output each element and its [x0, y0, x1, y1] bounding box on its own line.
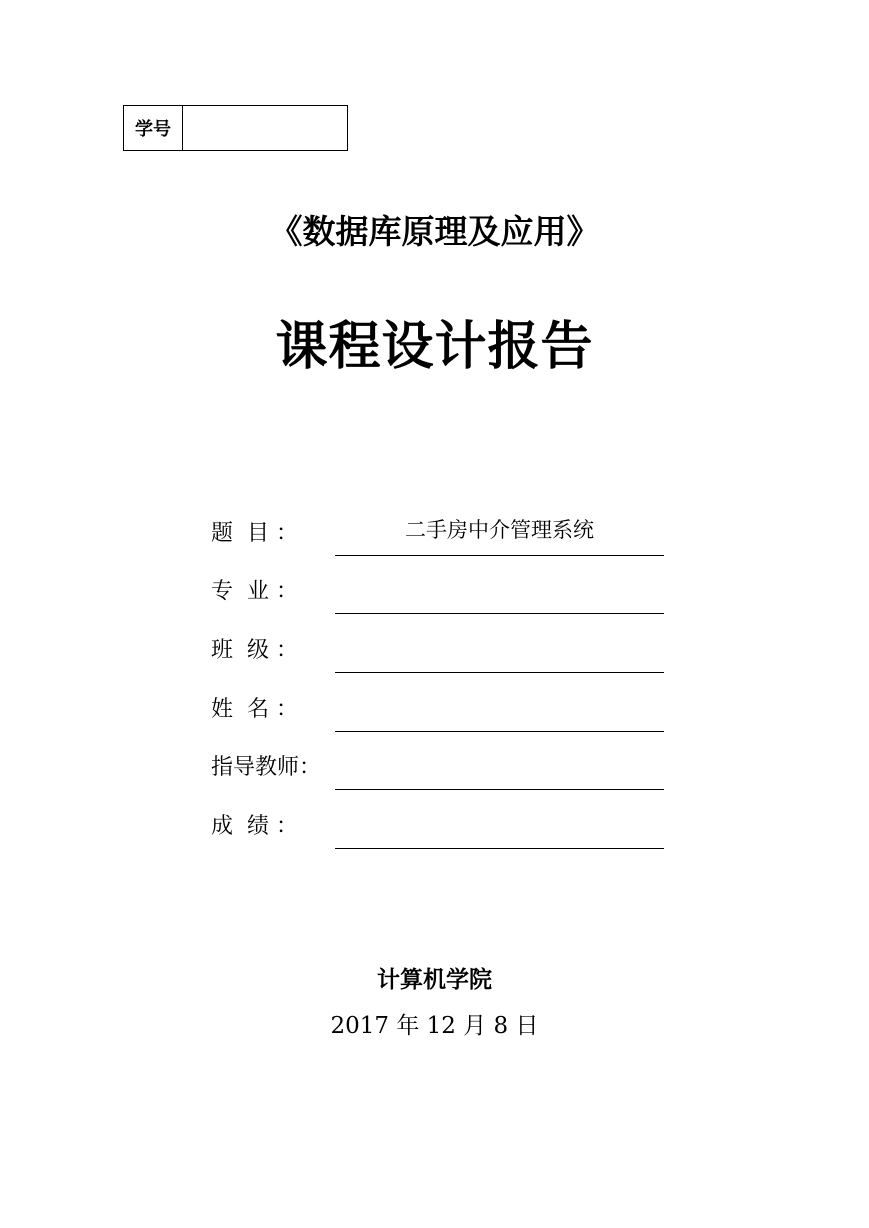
- field-label-grade: 成 绩 ：: [211, 814, 298, 839]
- student-id-box: [123, 105, 348, 151]
- field-underline-major: [335, 613, 664, 614]
- field-underline-topic: [335, 555, 664, 556]
- field-value-topic: 二手房中介管理系统: [405, 518, 594, 542]
- field-underline-class: [335, 672, 664, 673]
- field-topic: [211, 510, 671, 550]
- field-class: [211, 627, 671, 667]
- field-label-topic: 题 目 ：: [211, 521, 298, 546]
- field-label-class: 班 级 ：: [211, 638, 298, 663]
- field-underline-advisor: [335, 789, 664, 790]
- student-id-label: 学号: [124, 106, 183, 150]
- college-name: 计算机学院: [377, 967, 492, 993]
- field-advisor: [211, 744, 671, 784]
- field-underline-name: [335, 731, 664, 732]
- field-underline-grade: [335, 848, 664, 849]
- field-name: [211, 686, 671, 726]
- field-label-name: 姓 名 ：: [211, 697, 298, 722]
- field-major: [211, 568, 671, 608]
- field-label-advisor: 指导教师：: [211, 755, 322, 780]
- student-id-value: [183, 106, 347, 150]
- field-label-major: 专 业 ：: [211, 579, 298, 604]
- report-title: 课程设计报告: [275, 317, 594, 377]
- course-title: 《数据库原理及应用》: [269, 212, 600, 251]
- report-date: 2017 年 12 月 8 日: [330, 1013, 539, 1039]
- field-grade: [211, 803, 671, 843]
